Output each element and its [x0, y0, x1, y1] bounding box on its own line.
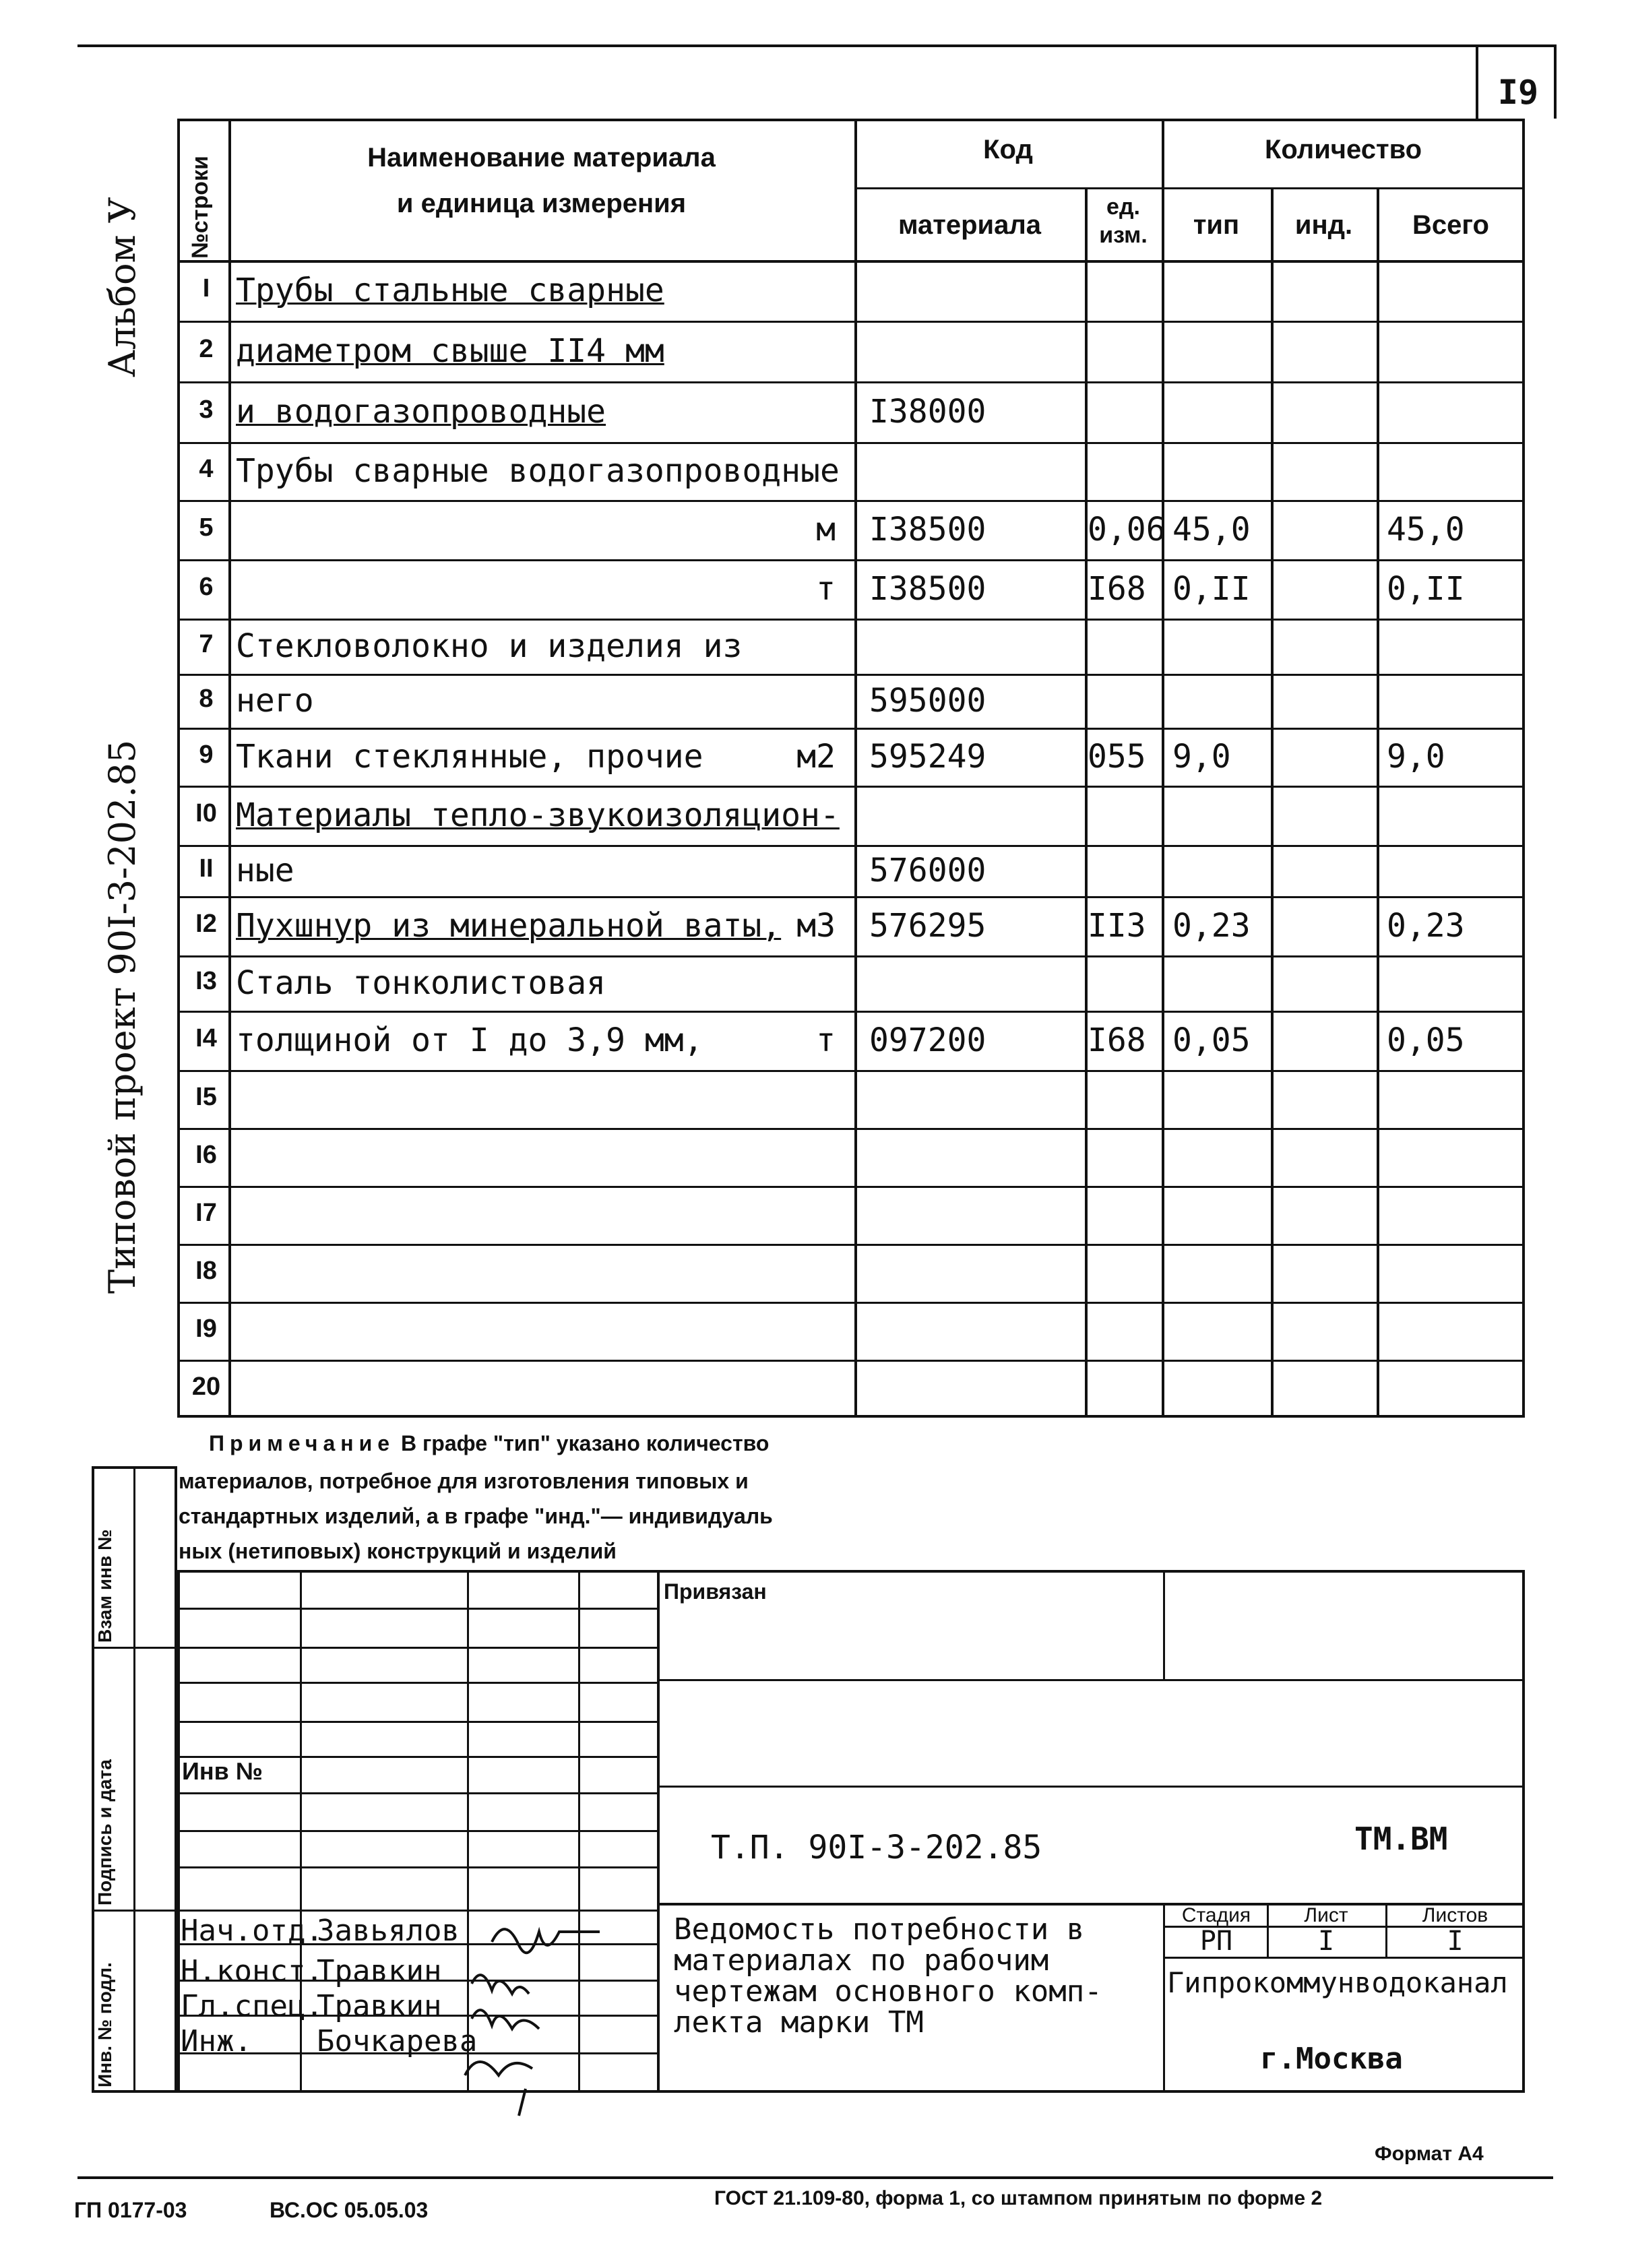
tb-stage-val — [1163, 1957, 1525, 1959]
row-number: I8 — [195, 1257, 217, 1285]
unit-code: 055 — [1088, 738, 1146, 776]
side-col2: Подпись и дата — [94, 1759, 115, 1905]
unit-code: I68 — [1088, 570, 1146, 608]
row-line — [177, 1128, 1525, 1130]
row-line — [177, 1011, 1525, 1013]
top-border — [77, 44, 1557, 47]
header-unit-line1: ед. — [1106, 194, 1140, 220]
col-line-code — [1085, 187, 1088, 1418]
material-code: 576000 — [869, 852, 986, 889]
note-text1: В графе "тип" указано количество — [400, 1431, 770, 1455]
row-number: 8 — [199, 685, 214, 713]
qty-type: 0,23 — [1172, 907, 1251, 945]
material-name: Пухшнур из минеральной ваты, — [236, 907, 782, 945]
person-name: Завьялов — [317, 1914, 460, 1948]
header-total: Всего — [1412, 210, 1489, 240]
row-line — [177, 786, 1525, 788]
header-quantity: Количество — [1264, 135, 1422, 164]
inv-no-label: Инв № — [182, 1757, 263, 1785]
project-label: Типовой проект 90I-3-202.85 — [101, 739, 144, 1294]
col-line-rownum — [228, 119, 231, 1418]
note-line1 — [209, 1431, 769, 1456]
sheets-label: Листов — [1422, 1904, 1488, 1926]
unit-code: I68 — [1088, 1021, 1146, 1059]
row-number: I5 — [195, 1083, 217, 1111]
row-number: 20 — [191, 1373, 221, 1401]
material-code: 595249 — [869, 738, 986, 776]
grid-row-line — [177, 1830, 657, 1832]
person-role: Н.конст. — [181, 1954, 323, 1988]
unit: м3 — [796, 907, 836, 945]
row-number: 6 — [199, 573, 214, 601]
material-name: Стекловолокно и изделия из — [236, 627, 743, 665]
person-role: Гл.спец. — [181, 1989, 323, 2023]
row-number: I2 — [195, 910, 217, 938]
grid-row-line — [177, 1608, 657, 1610]
grid-row-line — [177, 1721, 657, 1723]
material-name: Материалы тепло-звукоизоляцион- — [236, 796, 840, 834]
material-name: Сталь тонколистовая — [236, 964, 606, 1002]
row-number: 9 — [199, 741, 214, 769]
footer-gost: ГОСТ 21.109-80, форма 1, со штампом принятым по форме 2 — [714, 2187, 1323, 2209]
designation: Т.П. 90I-3-202.85 — [711, 1829, 1042, 1866]
grid-row-line — [177, 1682, 657, 1684]
grid-row-line — [177, 1866, 657, 1868]
qty-type: 0,05 — [1172, 1021, 1251, 1059]
tb-mid-line — [657, 1786, 1525, 1788]
org-city: г.Москва — [1260, 2042, 1403, 2076]
col-line-tip — [1271, 187, 1274, 1418]
row-line — [177, 845, 1525, 847]
unit-code: II3 — [1088, 907, 1146, 945]
material-name: Ткани стеклянные, прочие — [236, 738, 703, 776]
row-line — [177, 500, 1525, 502]
row-number: 4 — [199, 455, 214, 483]
person-name: Травкин — [317, 1954, 442, 1988]
row-number: II — [199, 854, 214, 883]
doc-title-1: Ведомость потребности в — [674, 1912, 1085, 1947]
qty-type: 45,0 — [1172, 511, 1251, 548]
doc-title-4: лекта марки ТМ — [674, 2005, 924, 2040]
doc-title-3: чертежам основного комп- — [674, 1974, 1102, 2009]
material-name: ные — [236, 852, 294, 889]
col-line-ind — [1377, 187, 1379, 1418]
row-number: 2 — [199, 335, 214, 363]
material-name: и водогазопроводные — [236, 393, 606, 431]
row-number: 5 — [199, 513, 214, 542]
note-line3: стандартных изделий, а в графе "инд."— индивидуаль — [179, 1504, 773, 1528]
material-code: 097200 — [869, 1021, 986, 1059]
row-line — [177, 728, 1525, 730]
footer-line — [77, 2176, 1553, 2179]
stage-label: Стадия — [1181, 1904, 1251, 1926]
material-code: 576295 — [869, 907, 986, 945]
tb-privyazan-right — [1163, 1570, 1165, 1679]
mark: ТМ.ВМ — [1354, 1821, 1448, 1857]
person-name: Травкин — [317, 1989, 442, 2023]
row-line — [177, 321, 1525, 323]
grid-row-line — [177, 1910, 657, 1912]
col-line-unit — [1162, 119, 1164, 1418]
material-code: I38500 — [869, 570, 986, 608]
person-role: Инж. — [181, 2024, 252, 2058]
row-number: I — [202, 274, 210, 303]
qty-total: 0,II — [1387, 570, 1465, 608]
unit-code: 0,06 — [1088, 511, 1166, 548]
row-number: I6 — [195, 1141, 217, 1169]
qty-type: 9,0 — [1172, 738, 1231, 776]
row-number: I7 — [195, 1199, 217, 1227]
header-sub-line — [854, 187, 1525, 189]
tb-main-divider — [657, 1570, 660, 2093]
doc-title-2: материалах по рабочим — [674, 1943, 1049, 1978]
qty-total: 0,23 — [1387, 907, 1465, 945]
header-name-line2: и единица измерения — [396, 189, 687, 218]
header-code: Код — [983, 135, 1033, 164]
format-label: Формат А4 — [1375, 2143, 1484, 2165]
material-code: I38000 — [869, 393, 986, 431]
grid-col-line — [467, 1570, 469, 2093]
grid-row-line — [177, 1792, 657, 1794]
header-type: тип — [1193, 210, 1240, 240]
col-line-name — [854, 119, 857, 1418]
qty-total: 45,0 — [1387, 511, 1465, 548]
qty-total: 9,0 — [1387, 738, 1445, 776]
row-number: 3 — [199, 396, 214, 424]
material-name: Трубы сварные водогазопроводные — [236, 452, 840, 490]
sheet-value: I — [1317, 1926, 1335, 1957]
org-name: Гипрокоммунводоканал — [1167, 1966, 1508, 1999]
sheet-label: Лист — [1304, 1904, 1348, 1926]
material-code: 595000 — [869, 682, 986, 720]
row-number: I9 — [195, 1315, 217, 1343]
row-line — [177, 381, 1525, 383]
header-material: материала — [898, 210, 1042, 240]
row-line — [177, 674, 1525, 676]
unit: т — [816, 570, 836, 608]
row-line — [177, 442, 1525, 444]
row-line — [177, 1186, 1525, 1188]
row-line — [177, 559, 1525, 561]
row-line — [177, 1360, 1525, 1362]
row-line — [177, 955, 1525, 957]
header-row-no: №строки — [187, 156, 213, 259]
person-role: Нач.отд. — [181, 1914, 323, 1948]
header-ind: инд. — [1294, 210, 1353, 240]
row-line — [177, 619, 1525, 621]
header-name-line1: Наименование материала — [367, 143, 716, 172]
row-line — [177, 1244, 1525, 1246]
qty-type: 0,II — [1172, 570, 1251, 608]
stage-value: РП — [1199, 1926, 1233, 1957]
row-line — [177, 1070, 1525, 1072]
unit: м — [816, 511, 836, 548]
row-number: I4 — [195, 1024, 217, 1052]
sheet-number-box-left — [1476, 44, 1478, 119]
material-name: толщиной от I до 3,9 мм, — [236, 1021, 703, 1059]
person-name: Бочкарева — [317, 2024, 478, 2058]
album-label: Альбом У — [101, 197, 144, 377]
sheet-number-box-right — [1554, 44, 1557, 119]
grid-col-line — [578, 1570, 580, 2093]
grid-row-line — [177, 1647, 657, 1649]
unit: т — [816, 1021, 836, 1059]
qty-total: 0,05 — [1387, 1021, 1465, 1059]
row-number: I3 — [195, 967, 217, 995]
header-unit-line2: изм. — [1099, 222, 1148, 248]
side-col1: Инв. № подл. — [94, 1962, 115, 2087]
note-line2: материалов, потребное для изготовления типовых и — [179, 1469, 749, 1493]
material-code: I38500 — [869, 511, 986, 548]
side-col3: Взам инв № — [94, 1529, 115, 1643]
row-line — [177, 1302, 1525, 1304]
footer-left1: ГП 0177-03 — [74, 2198, 187, 2222]
footer-left2: ВС.ОС 05.05.03 — [270, 2198, 429, 2222]
unit: м2 — [796, 738, 836, 776]
sheet-number: I9 — [1497, 73, 1539, 112]
left-stamp-mid — [133, 1466, 135, 2093]
row-number: 7 — [199, 630, 214, 658]
header-bottom-line — [177, 260, 1525, 263]
sheets-value: I — [1447, 1926, 1464, 1957]
tb-privyazan-bottom — [657, 1679, 1525, 1681]
material-name: него — [236, 682, 314, 720]
row-number: I0 — [195, 799, 217, 827]
privyazan-label: Привязан — [664, 1579, 767, 1604]
material-name: диаметром свыше II4 мм — [236, 332, 664, 370]
material-name: Трубы стальные сварные — [236, 272, 664, 309]
note-title: Примечание — [209, 1431, 396, 1455]
row-line — [177, 896, 1525, 898]
note-line4: ных (нетиповых) конструкций и изделий — [179, 1539, 617, 1563]
tb-title-right — [1163, 1903, 1165, 2093]
